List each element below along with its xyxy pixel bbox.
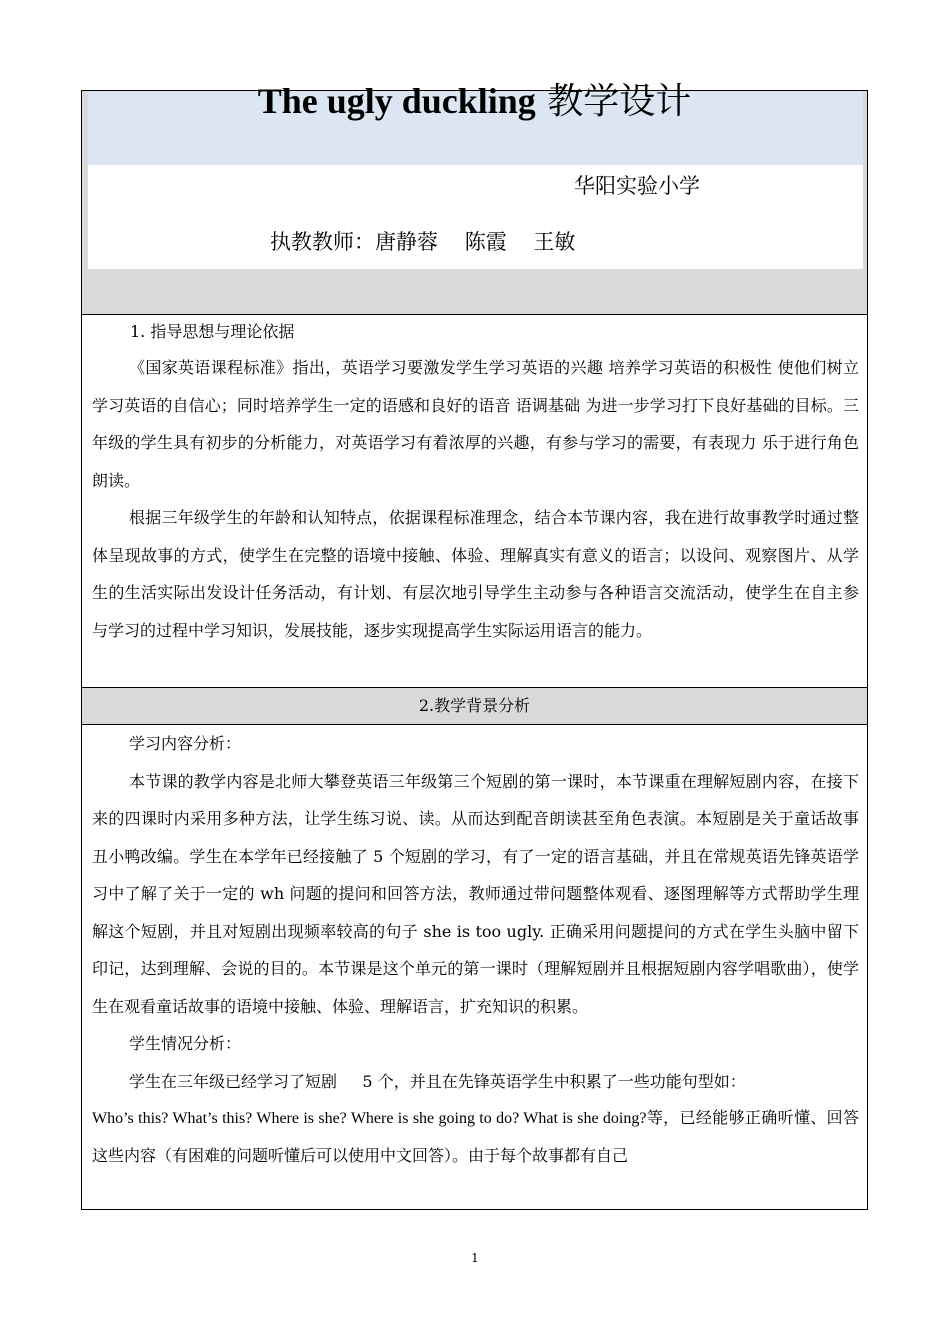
title-english: The ugly duckling xyxy=(257,81,536,121)
paragraph: Who’s this? What’s this? Where is she? Where is she going to do? What is she doing?等，已经能够正确听懂、回答这些内容（有困难的问题听懂后可以使用中文回答）。由于每个故事都有自己 xyxy=(92,1110,859,1165)
section-heading: 1. 指导思想与理论依据 xyxy=(130,322,295,341)
section-background-analysis xyxy=(92,725,859,1175)
header-section xyxy=(82,81,867,315)
section-heading: 2.教学背景分析 xyxy=(418,696,531,715)
paragraph: 学生在三年级已经学习了短剧 5 个，并且在先锋英语学生中积累了一些功能句型如： xyxy=(129,1071,746,1091)
paragraph: 《国家英语课程标准》指出，英语学习要激发学生学习英语的兴趣 培养学习英语的积极性 使他们树立学习英语的自信心；同时培养学生一定的语感和良好的语音 语调基础 为进一步学习打下良好基础的目标。三年级的学生具有初步的分析能力，对英语学习有着浓厚的兴趣，有参与学习的需要，有表现力 乐于进行角色朗读。 xyxy=(92,358,859,490)
subheading-student-analysis: 学生情况分析： xyxy=(129,1034,242,1053)
paragraph: 本节课的教学内容是北师大攀登英语三年级第三个短剧的第一课时，本节课重在理解短剧内容，在接下来的四课时内采用多种方法，让学生练习说、读。从而达到配音朗读甚至角色表演。本短剧是关于童话故事丑小鸭改编。学生在本学年已经接触了 5 个短剧的学习，有了一定的语言基础，并且在常规英语先锋英语学习中了解了关于一定的 wh 问题的提问和回答方法，教师通过带问题整体观看、逐图理解等方式帮助学生理解这个短剧，并且对短剧出现频率较高的句子 she is too ugly. 正确采用问题提问的方式在学生头脑中留下印记，达到理解、会说的目的。本节课是这个单元的第一课时（理解短剧并且根据短剧内容学唱歌曲），使学生在观看童话故事的语境中接触、体验、理解语言，扩充知识的积累。 xyxy=(92,771,859,1016)
school-name: 华阳实验小学 xyxy=(574,174,700,198)
teacher-names: 执教教师：唐静蓉 陈霞 王敏 xyxy=(270,230,576,254)
paragraph: 根据三年级学生的年龄和认知特点，依据课程标准理念，结合本节课内容，我在进行故事教学时通过整体呈现故事的方式，使学生在完整的语境中接触、体验、理解真实有意义的语言；以设问、观察图片、从学生的生活实际出发设计任务活动，有计划、有层次地引导学生主动参与各种语言交流活动，使学生在自主参与学习的过程中学习知识，发展技能，逐步实现提高学生实际运用语言的能力。 xyxy=(92,508,859,640)
section-heading-band xyxy=(82,687,867,725)
page-number: 1 xyxy=(471,1251,479,1265)
title-chinese: 教学设计 xyxy=(547,81,692,122)
document-frame xyxy=(81,81,868,1210)
section-guiding-ideology xyxy=(92,314,859,649)
page-title xyxy=(82,77,867,126)
subheading-content-analysis: 学习内容分析： xyxy=(129,734,242,753)
